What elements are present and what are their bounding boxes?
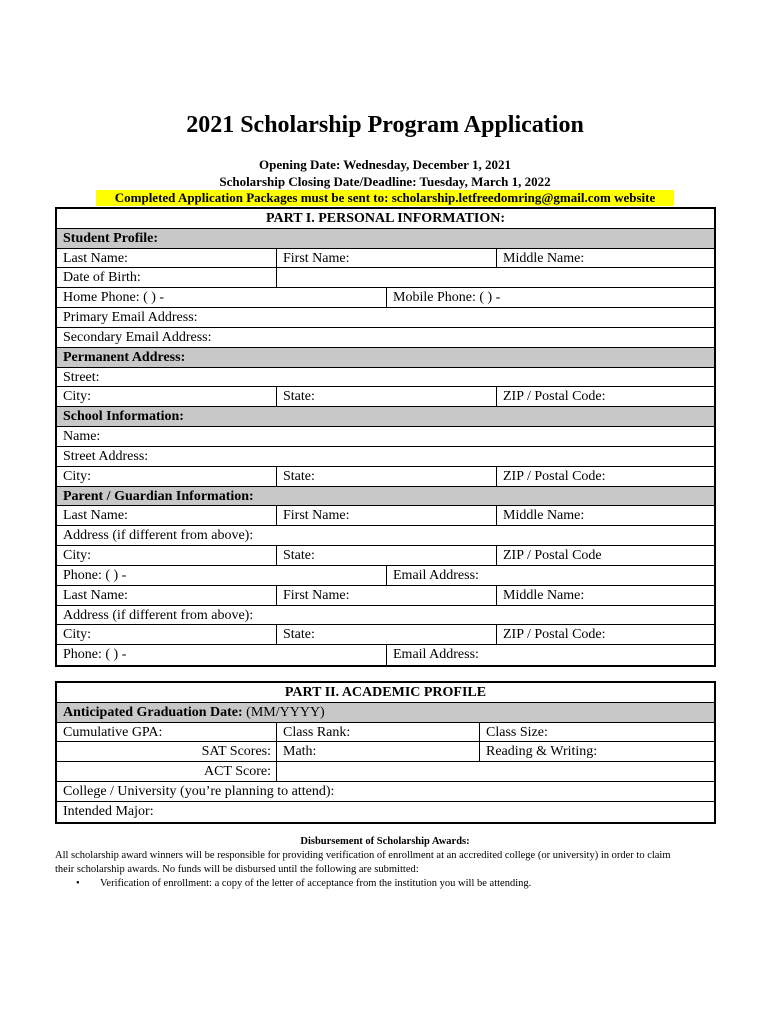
part1-heading: PART I. PERSONAL INFORMATION: [265, 211, 506, 226]
school-street-field[interactable]: Street Address: [63, 448, 149, 464]
parent1-zip-field[interactable]: ZIP / Postal Code [496, 546, 714, 565]
parent2-address-row [57, 606, 714, 626]
perm-city-field[interactable]: City: [63, 389, 92, 405]
perm-zip-field[interactable]: ZIP / Postal Code: [496, 387, 714, 406]
student-middle-name-field[interactable]: Middle Name: [496, 249, 714, 268]
disbursement-para-line2: their scholarship awards. No funds will be disbursed until the following are submitted: [55, 864, 419, 875]
grad-date-row [57, 703, 714, 723]
act-score-input[interactable] [276, 762, 714, 781]
sat-math-field[interactable]: Math: [276, 742, 479, 761]
parent2-state-field[interactable]: State: [276, 625, 496, 644]
parent2-middle-name-field[interactable]: Middle Name: [496, 586, 714, 605]
parent1-first-name-field[interactable]: First Name: [276, 506, 496, 525]
dob-input[interactable] [276, 268, 714, 287]
page-title: 2021 Scholarship Program Application [186, 112, 584, 138]
major-field[interactable]: Intended Major: [63, 803, 154, 819]
school-city-field[interactable]: City: [63, 468, 92, 484]
student-last-name-field[interactable]: Last Name: [63, 250, 128, 266]
class-rank-field[interactable]: Class Rank: [276, 723, 479, 742]
gpa-field[interactable]: Cumulative GPA: [63, 724, 163, 740]
class-size-field[interactable]: Class Size: [479, 723, 714, 742]
section-parent-guardian [57, 487, 714, 507]
school-zip-field[interactable]: ZIP / Postal Code: [496, 467, 714, 486]
school-city-row [57, 467, 714, 487]
part1-table [55, 207, 716, 667]
parent1-state-field[interactable]: State: [276, 546, 496, 565]
parent1-email-field[interactable]: Email Address: [386, 566, 714, 585]
parent2-email-field[interactable]: Email Address: [386, 645, 714, 665]
dob-row [57, 268, 714, 288]
secondary-email-field[interactable]: Secondary Email Address: [63, 329, 212, 345]
part1-heading-row [57, 209, 714, 229]
school-information-label: School Information: [63, 409, 184, 425]
street-field[interactable]: Street: [63, 369, 100, 385]
parent2-address-field[interactable]: Address (if different from above): [63, 607, 254, 623]
parent1-phone-field[interactable]: Phone: ( ) - [63, 567, 127, 583]
perm-state-field[interactable]: State: [276, 387, 496, 406]
parent1-city-row [57, 546, 714, 566]
part2-heading: PART II. ACADEMIC PROFILE [284, 685, 487, 700]
student-first-name-field[interactable]: First Name: [276, 249, 496, 268]
parent1-phone-row [57, 566, 714, 586]
school-name-row [57, 427, 714, 447]
sat-scores-label: SAT Scores: [201, 744, 271, 760]
act-row [57, 762, 714, 782]
sat-reading-writing-field[interactable]: Reading & Writing: [479, 742, 714, 761]
bullet-icon: • [76, 878, 80, 889]
grad-date-field[interactable] [57, 703, 714, 722]
parent2-phone-field[interactable]: Phone: ( ) - [63, 647, 127, 663]
parent2-phone-row [57, 645, 714, 665]
primary-email-field[interactable]: Primary Email Address: [63, 310, 198, 326]
permanent-address-label: Permanent Address: [63, 349, 186, 365]
disbursement-para-line1: All scholarship award winners will be responsible for providing verification of enrollment at an accredited college (or university) in order to claim [55, 850, 671, 861]
parent1-name-row [57, 506, 714, 526]
section-permanent-address [57, 348, 714, 368]
student-profile-label: Student Profile: [63, 230, 159, 246]
school-name-field[interactable]: Name: [63, 429, 101, 445]
closing-date: Scholarship Closing Date/Deadline: Tuesday, March 1, 2022 [219, 174, 551, 189]
grad-date-format: (MM/YYYY) [242, 704, 325, 720]
disbursement-heading: Disbursement of Scholarship Awards: [300, 836, 470, 847]
act-score-label: ACT Score: [203, 764, 271, 780]
college-field[interactable]: College / University (you’re planning to attend): [63, 784, 335, 800]
student-name-row [57, 249, 714, 269]
school-street-row [57, 447, 714, 467]
parent2-name-row [57, 586, 714, 606]
section-school-information [57, 407, 714, 427]
parent1-address-row [57, 526, 714, 546]
part2-table [55, 681, 716, 824]
parent2-city-field[interactable]: City: [63, 627, 92, 643]
packages-note: Completed Application Packages must be sent to: scholarship.letfreedomring@gmail.com website [96, 190, 674, 206]
primary-email-row [57, 308, 714, 328]
college-row [57, 782, 714, 802]
grad-date-label: Anticipated Graduation Date: [63, 704, 243, 720]
home-phone-field[interactable]: Home Phone: ( ) - [63, 290, 165, 306]
parent1-middle-name-field[interactable]: Middle Name: [496, 506, 714, 525]
parent2-first-name-field[interactable]: First Name: [276, 586, 496, 605]
section-student-profile [57, 229, 714, 249]
street-row [57, 368, 714, 388]
secondary-email-row [57, 328, 714, 348]
opening-date: Opening Date: Wednesday, December 1, 2021 [259, 157, 511, 172]
parent2-city-row [57, 625, 714, 645]
part2-heading-row [57, 683, 714, 703]
major-row [57, 802, 714, 822]
perm-city-row [57, 387, 714, 407]
parent1-address-field[interactable]: Address (if different from above): [63, 528, 254, 544]
mobile-phone-field[interactable]: Mobile Phone: ( ) - [386, 288, 714, 307]
parent2-last-name-field[interactable]: Last Name: [63, 587, 128, 603]
sat-row [57, 742, 714, 762]
disbursement-bullet1: Verification of enrollment: a copy of the letter of acceptance from the institution you will be attending. [100, 878, 532, 889]
parent2-zip-field[interactable]: ZIP / Postal Code: [496, 625, 714, 644]
phone-row [57, 288, 714, 308]
parent1-city-field[interactable]: City: [63, 548, 92, 564]
school-state-field[interactable]: State: [276, 467, 496, 486]
gpa-row [57, 723, 714, 743]
parent-guardian-label: Parent / Guardian Information: [63, 488, 254, 504]
parent1-last-name-field[interactable]: Last Name: [63, 508, 128, 524]
dob-field[interactable]: Date of Birth: [63, 270, 141, 286]
